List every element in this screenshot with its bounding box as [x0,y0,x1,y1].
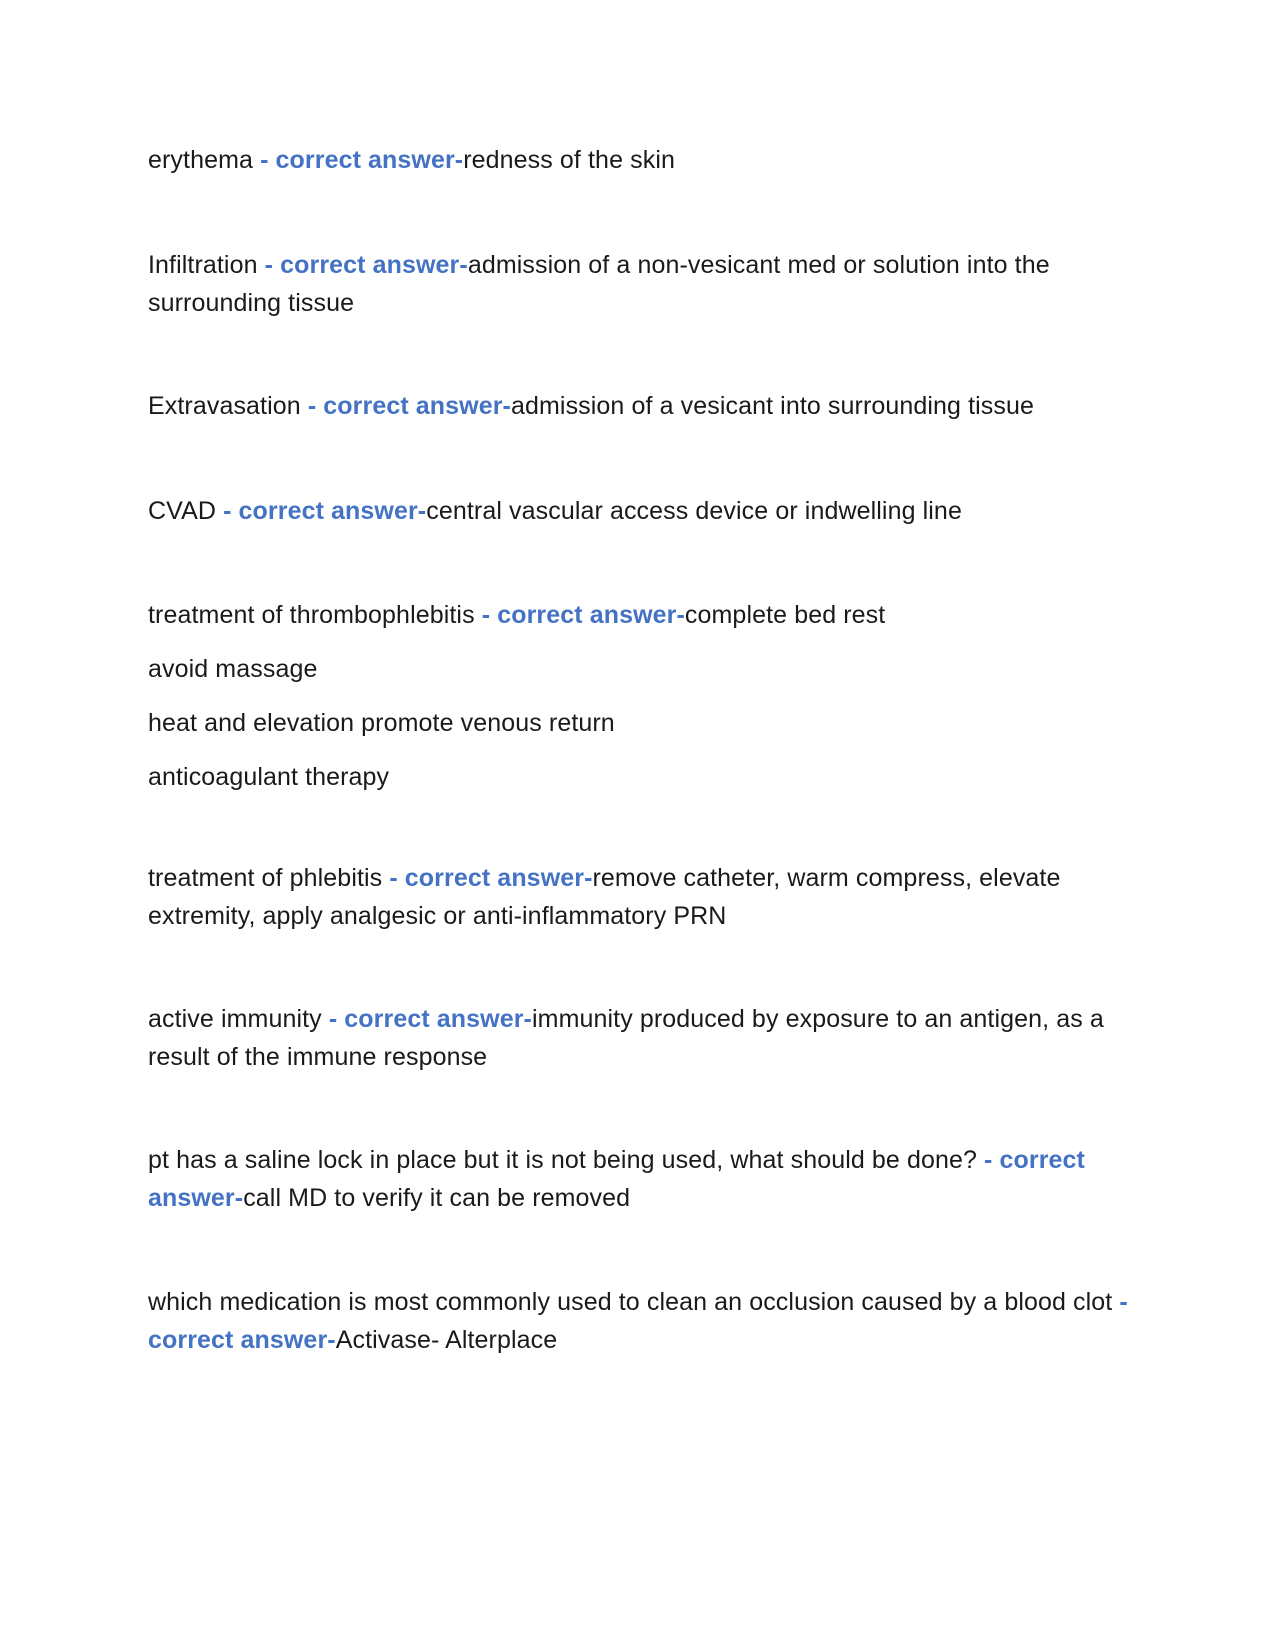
answer-separator: - correct answer- [389,864,593,892]
flashcard-entry [148,596,1128,796]
answer-separator: - correct answer- [307,392,511,420]
term: Extravasation [148,392,308,420]
flashcard-entry [148,387,1128,425]
answer-separator: - correct answer- [264,251,468,279]
flashcard-entry [148,141,1128,179]
term: treatment of phlebitis [148,864,390,892]
term: active immunity [148,1005,329,1033]
definition-line: avoid massage [148,655,318,683]
term: CVAD [148,497,224,525]
flashcard-entry [148,492,1128,530]
definition: redness of the skin [463,146,675,174]
definition: admission of a non-vesicant med or solution into the surrounding tissue [148,251,1050,317]
definition-line: anticoagulant therapy [148,763,390,791]
definition: complete bed rest [684,601,886,629]
definition: call MD to verify it can be removed [243,1184,631,1212]
term: which medication is most commonly used to clean an occlusion caused by a blood clot [148,1288,1120,1316]
answer-separator: - correct answer- [481,601,685,629]
definition: Activase- Alterplace [335,1326,558,1354]
document-page [148,0,1128,1650]
definition: central vascular access device or indwelling line [426,497,962,525]
flashcard-entry [148,1000,1128,1076]
term: pt has a saline lock in place but it is not being used, what should be done? [148,1146,985,1174]
definition: immunity produced by exposure to an antigen, as a result of the immune response [148,1005,1104,1071]
answer-separator: - correct answer- [148,1288,1128,1354]
definition: admission of a vesicant into surrounding tissue [510,392,1035,420]
flashcard-entry [148,1283,1128,1359]
answer-separator: - correct answer- [223,497,427,525]
term: Infiltration [148,251,265,279]
term: treatment of thrombophlebitis [148,601,482,629]
flashcard-entry [148,246,1128,322]
answer-separator: - correct answer- [148,1146,1085,1212]
definition: remove catheter, warm compress, elevate extremity, apply analgesic or anti-inflammatory PRN [148,864,1061,930]
answer-separator: - correct answer- [328,1005,532,1033]
flashcard-entry [148,859,1128,935]
flashcard-entry [148,1141,1128,1217]
definition-line: heat and elevation promote venous return [148,709,615,737]
term: erythema [148,146,261,174]
answer-separator: - correct answer- [260,146,464,174]
